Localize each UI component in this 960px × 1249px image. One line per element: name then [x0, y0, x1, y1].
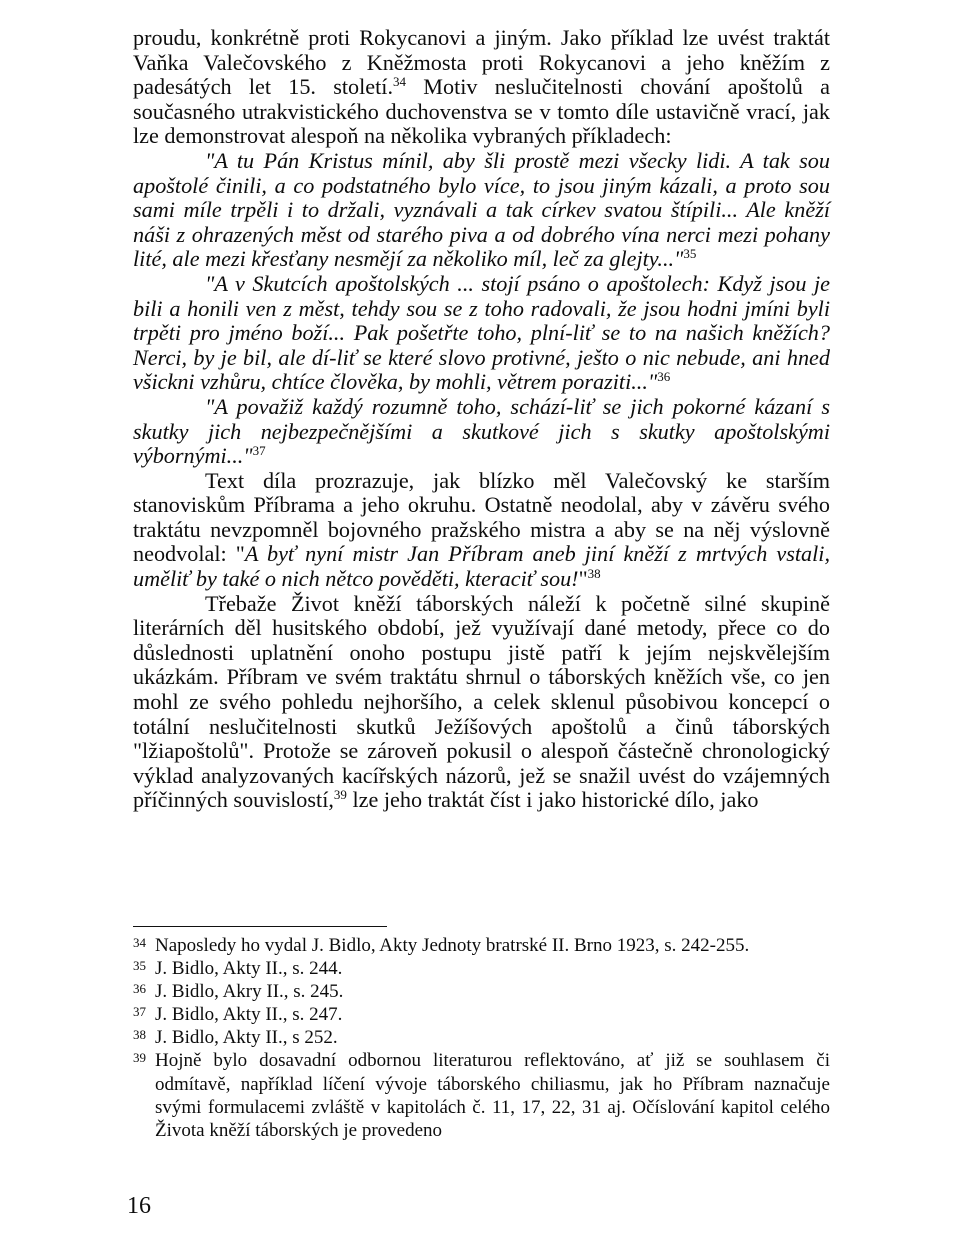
footnote-text: J. Bidlo, Akty II., s. 244.	[155, 958, 343, 980]
footnote-text: Naposledy ho vydal J. Bidlo, Akty Jednoty bratrské II. Brno 1923, s. 242-255.	[155, 935, 750, 956]
footnote-ref[interactable]: 34	[393, 74, 407, 90]
footnote	[133, 1003, 830, 1026]
paragraph-text: "	[578, 566, 588, 592]
paragraph-text: proudu, konkrétně proti Rokycanovi a jiným. Jako příklad lze uvést traktát Vaňka Valečovského z Kněžmosta proti Rokycanovi a jeho kněžím z padesátých let 15. století.	[133, 25, 830, 100]
footnotes	[133, 934, 830, 1142]
quotation-text: "A v Skutcích apoštolských ... stojí psáno o apoštolech: Když jsou je bili a honili ven z měst, tehdy sou se z toho radovali, že jsou hodni jmíni byli trpěti pro jméno boží... Pak pošetřte toho, plní-liť se to na našich kněžích? Nerci, by je bil, ale dí-liť se které slovo protivné, ješto o nic nebude, ani hned všickni vzhůru, chtíce člověka, by mohli, větrem poraziti..."	[133, 270, 830, 395]
footnote	[133, 957, 830, 980]
footnote-number: 38	[133, 1027, 146, 1043]
footnote-text: J. Bidlo, Akty II., s. 247.	[155, 1004, 343, 1026]
inline-quotation: A byť nyní mistr Jan Příbram aneb jiní kněží z mrtvých vstali, uměliť by také o nich nětco pověděti, kteraciť sou!	[133, 541, 831, 592]
footnote	[133, 980, 830, 1003]
footnote-number: 34	[133, 935, 146, 950]
paragraph-pribram	[133, 592, 830, 813]
footnote-ref[interactable]: 38	[587, 566, 601, 582]
footnote	[133, 934, 830, 957]
paragraph-intro	[133, 26, 830, 149]
paragraph-valecovsky	[133, 469, 830, 592]
page-number: 16	[127, 1193, 151, 1219]
footnote-ref[interactable]: 37	[252, 443, 266, 459]
paragraph-text: Motiv neslučitelnosti chování apoštolů a současného utrakvistického duchovenstva se v tomto díle ustavičně vrací, jak lze demonstrovat alespoň na několika vybraných příkladech:	[133, 74, 830, 149]
footnote-ref[interactable]: 39	[333, 787, 347, 803]
paragraph-text: Třebaže Život kněží táborských náleží k početně silné skupině literárních děl husitského období, jež využívají dané metody, přece co do důslednosti uplatnění onoho postupu jistě patří k jejím nejskvělejším ukázkám. Příbram ve svém traktátu shrnul o táborských kněžích vše, co jen mohl ze svého pohledu nejhoršího, a celek sklenul působivou koncepcí o totální neslučitelnosti skutků Ježíšových apoštolů a činů táborských "lžiapoštolů". Protože se zároveň pokusil o alespoň částečně chronologický výklad analyzovaných kacířských názorů, jež se snažil uvést do vzájemných příčinných souvislostí,	[133, 590, 830, 813]
footnote-ref[interactable]: 35	[683, 246, 697, 262]
footnote-number: 39	[133, 1050, 146, 1066]
footnote-text: Hojně bylo dosavadní odbornou literaturou reflektováno, ať již se souhlasem či odmítavě, například líčení vývoje táborského chiliasmu, jak ho Příbram naznačuje svými formulacemi zvláště v kapitolách č. 11, 17, 22, 31 aj. Očíslování kapitol celého Života kněží táborských je provedeno	[155, 1050, 830, 1141]
quotation-text: "A tu Pán Kristus mínil, aby šli prostě mezi všecky lidi. A tak sou apoštolé činili, a co podstatného bylo více, to jsou jiným kázali, a proto sou sami míle trpěli i to držali, vyznávali a tak církev svatou štípili... Ale kněží náši z ohrazených měst od starého piva a od dobrého vína nerci mezi pohany lité, ale mezi křesťany nesmějí za několiko míl, leč za glejty..."	[133, 147, 830, 272]
footnote-separator	[133, 926, 387, 927]
quotation-2	[133, 272, 830, 395]
footnote	[133, 1049, 830, 1141]
footnote-text: J. Bidlo, Akty II., s 252.	[155, 1027, 338, 1049]
quotation-text: "A považiž každý rozumně toho, schází-liť se jich pokorné kázaní s skutky jich nejbezpečnějšími a skutkové jich s skutky apoštolskými výbornými..."	[133, 393, 830, 469]
footnote-number: 35	[133, 958, 146, 974]
quotation-3	[133, 395, 830, 469]
footnote-ref[interactable]: 36	[657, 369, 671, 385]
main-text	[133, 26, 830, 813]
footnote	[133, 1026, 830, 1049]
quotation-1	[133, 149, 830, 272]
paragraph-text: Text díla prozrazuje, jak blízko měl Valečovský ke starším stanoviskům Příbrama a jeho okruhu. Ostatně neodolal, aby v závěru svého traktátu nevzpomněl bojovného pražského mistra a aby se na něj výslovně neodvolal: "	[133, 467, 830, 567]
paragraph-text: lze jeho traktát číst i jako historické dílo, jako	[346, 787, 759, 813]
footnote-number: 36	[133, 981, 146, 997]
footnote-number: 37	[133, 1004, 146, 1020]
footnote-text: J. Bidlo, Akry II., s. 245.	[155, 981, 344, 1003]
